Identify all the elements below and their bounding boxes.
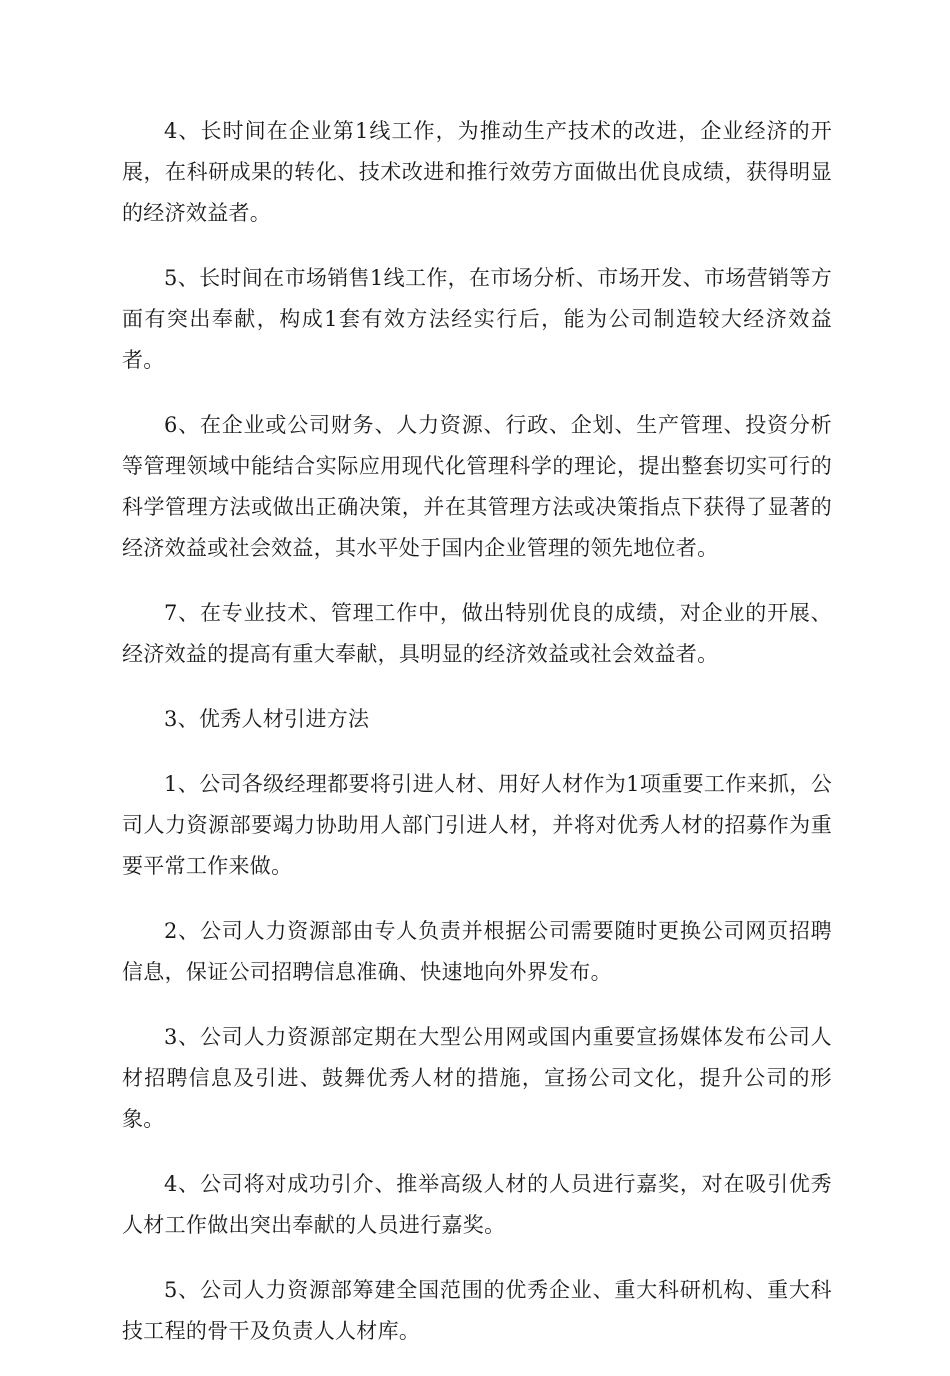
paragraph-item-2-recruitment-info: 2、公司人力资源部由专人负责并根据公司需要随时更换公司网页招聘信息，保证公司招聘信息准确、快速地向外界发布。 <box>122 919 832 984</box>
paragraph-item-1-managers: 1、公司各级经理都要将引进人材、用好人材作为1项重要工作来抓，公司人力资源部要竭力协助用人部门引进人材，并将对优秀人材的招募作为重要平常工作来做。 <box>122 772 832 878</box>
paragraph-item-5-talent-pool: 5、公司人力资源部筹建全国范围的优秀企业、重大科研机构、重大科技工程的骨干及负责人人材库。 <box>122 1278 832 1343</box>
paragraph-item-6-management: 6、在企业或公司财务、人力资源、行政、企划、生产管理、投资分析等管理领域中能结合实际应用现代化管理科学的理论，提出整套切实可行的科学管理方法或做出正确决策，并在其管理方法或决策指点下获得了显著的经济效益或社会效益，其水平处于国内企业管理的领先地位者。 <box>122 413 832 560</box>
section-heading-talent-introduction: 3、优秀人材引进方法 <box>164 707 370 731</box>
paragraph-item-4-long-frontline: 4、长时间在企业第1线工作，为推动生产技术的改进，企业经济的开展，在科研成果的转化、技术改进和推行效劳方面做出优良成绩，获得明显的经济效益者。 <box>122 119 832 225</box>
paragraph-item-5-sales-frontline: 5、长时间在市场销售1线工作，在市场分析、市场开发、市场营销等方面有突出奉献，构成1套有效方法经实行后，能为公司制造较大经济效益者。 <box>122 266 832 372</box>
document-body <box>122 111 832 1376</box>
paragraph-item-3-media-publishing: 3、公司人力资源部定期在大型公用网或国内重要宣扬媒体发布公司人材招聘信息及引进、鼓舞优秀人材的措施，宣扬公司文化，提升公司的形象。 <box>122 1025 832 1131</box>
paragraph-item-4-rewards: 4、公司将对成功引介、推举高级人材的人员进行嘉奖，对在吸引优秀人材工作做出突出奉献的人员进行嘉奖。 <box>122 1172 832 1237</box>
paragraph-item-7-outstanding: 7、在专业技术、管理工作中，做出特别优良的成绩，对企业的开展、经济效益的提高有重大奉献，具明显的经济效益或社会效益者。 <box>122 601 832 666</box>
